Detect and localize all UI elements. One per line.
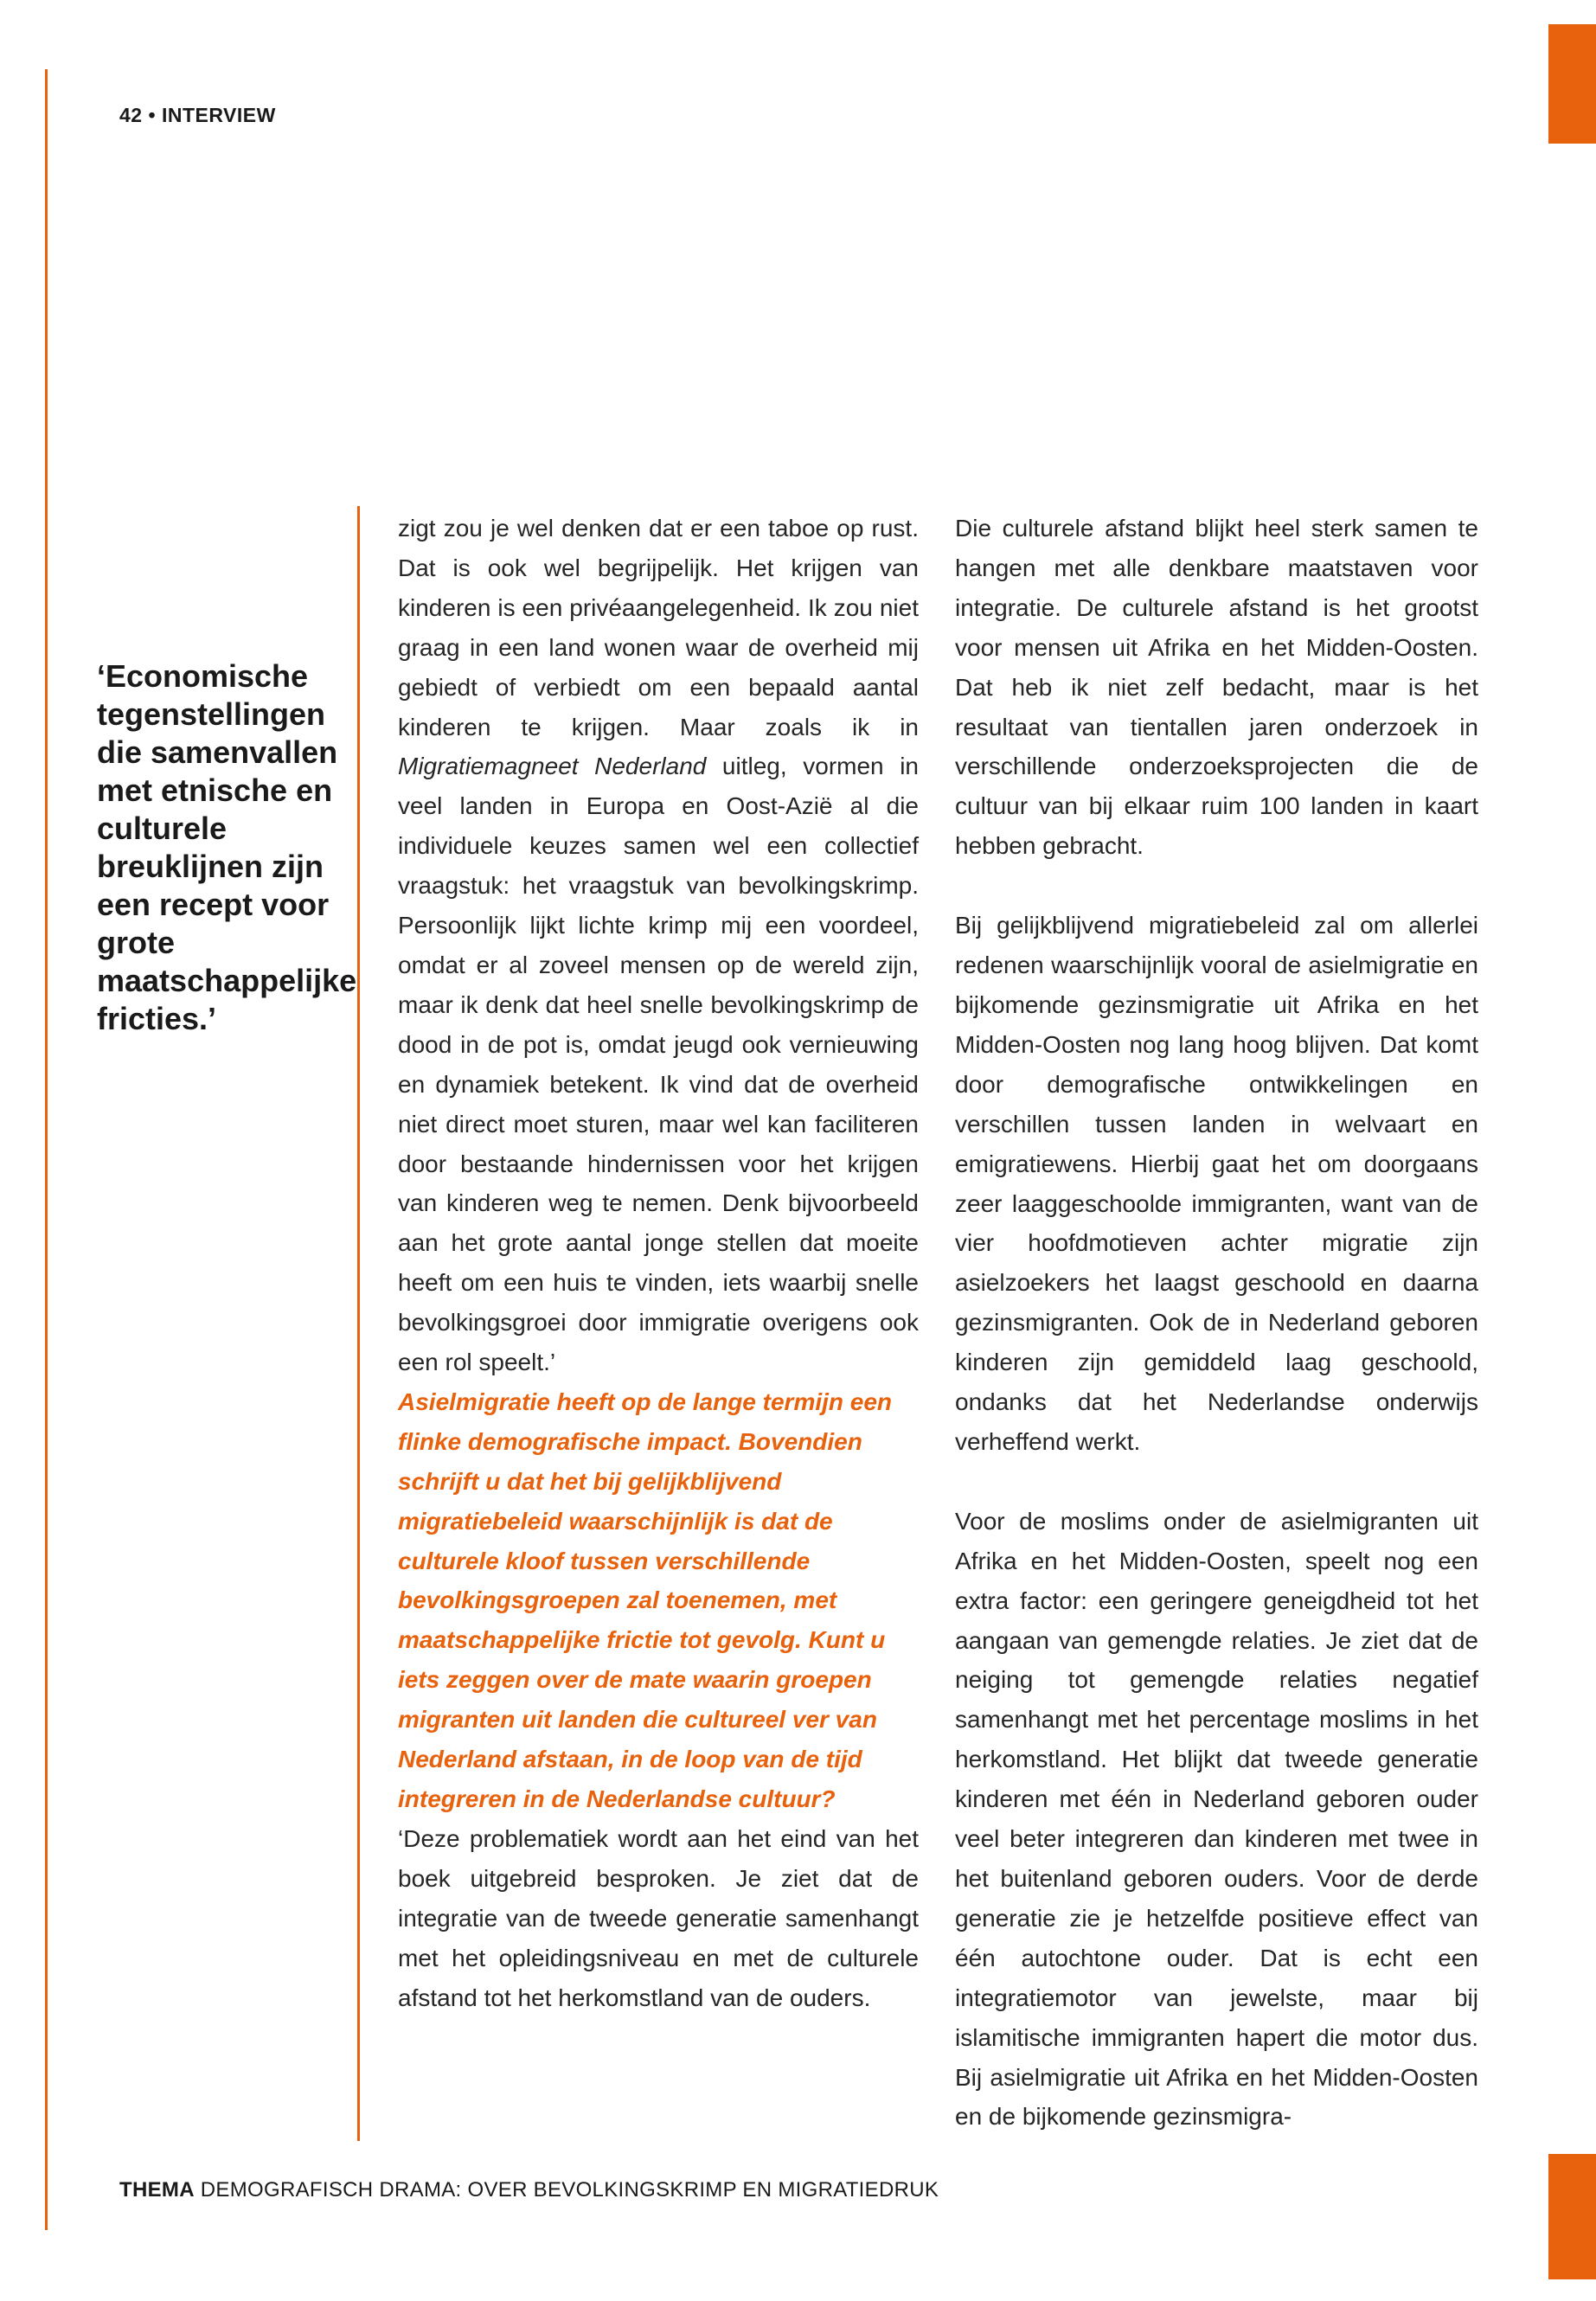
footer-theme-title: DEMOGRAFISCH DRAMA: OVER BEVOLKINGSKRIMP EN MIGRATIEDRUK xyxy=(200,2178,939,2202)
page-footer xyxy=(119,2178,939,2202)
page-header xyxy=(119,104,276,127)
paragraph: Die culturele afstand blijkt heel sterk samen te hangen met alle denkbare maatstaven voor integratie. De culturele afstand is het grootst voor mensen uit Afrika en het Midden-Oosten. Dat heb ik niet zelf bedacht, maar is het resultaat van tientallen jaren onderzoek in verschillende onderzoeksprojecten die de cultuur van bij elkaar ruim 100 landen in kaart hebben gebracht. xyxy=(955,515,1478,860)
paragraph: Bij gelijkblijvend migratiebeleid zal om allerlei redenen waarschijnlijk vooral de asielmigratie en bijkomende gezinsmigratie uit Afrika en het Midden-Oosten nog lang hoog blijven. Dat komt door demografische ontwikkelingen en verschillen tussen landen in welvaart en emigratiewens. Hierbij gaat het om doorgaans zeer laaggeschoolde immigranten, want van de vier hoofdmotieven achter migratie zijn asielzoekers het laagst geschoold en daarna gezinsmigranten. Ook de in Nederland geboren kinderen zijn gemiddeld laag geschoold, ondanks dat het Nederlandse onderwijs verheffend werkt. xyxy=(955,912,1478,1455)
footer-theme-label: THEMA xyxy=(119,2178,195,2202)
paragraph-text: uitleg, vormen in veel landen in Europa en Oost-Azië al die individuele keuzes samen wel een collectief vraagstuk: het vraagstuk van bevolkingskrimp. Persoonlijk lijkt lichte krimp mij een voordeel, omdat er al zoveel mensen op de wereld zijn, maar ik denk dat heel snelle bevolkingskrimp de dood in de pot is, omdat jeugd ook vernieuwing en dynamiek betekent. Ik vind dat de overheid niet direct moet sturen, maar wel kan faciliteren door bestaande hindernissen voor het krijgen van kinderen weg te nemen. Denk bijvoorbeeld aan het grote aantal jonge stellen dat moeite heeft om een huis te vinden, iets waarbij snelle bevolkingsgroei door immigratie overigens ook een rol speelt.’ xyxy=(398,753,919,1376)
section-label: INTERVIEW xyxy=(161,104,276,126)
article-column-right xyxy=(955,509,1478,2137)
interview-answer: ‘Deze problematiek wordt aan het eind van het boek uitgebreid besproken. Je ziet dat de integratie van de tweede generatie samenhangt met het opleidingsniveau en met de culturele afstand tot het herkomstland van de ouders. xyxy=(398,1824,919,2011)
book-title: Migratiemagneet Nederland xyxy=(398,753,707,780)
pull-quote: ‘Economische tegenstellingen die samenvallen met etnische en culturele breuklijnen zijn een recept voor grote maatschappelijke fricties.’ xyxy=(97,658,357,1036)
paragraph: Voor de moslims onder de asielmigranten uit Afrika en het Midden-Oosten, speelt nog een extra factor: een geringere geneigdheid tot het aangaan van gemengde relaties. Je ziet dat de neiging tot gemengde relaties negatief samenhangt met het percentage moslims in het herkomstland. Het blijkt dat tweede generatie kinderen met één in Nederland geboren ouder veel beter integreren dan kinderen met twee in het buitenland geboren ouders. Voor de derde generatie zie je hetzelfde positieve effect van één autochtone ouder. Dat is echt een integratiemotor van jewelste, maar bij islamitische immigranten hapert die motor dus. Bij asielmigratie uit Afrika en het Midden-Oosten en de bijkomende gezinsmigra- xyxy=(955,1507,1478,2131)
left-margin-rule xyxy=(45,69,48,2230)
interview-question: Asielmigratie heeft op de lange termijn een flinke demografische impact. Bovendien schrijft u dat het bij gelijkblijvend migratiebeleid waarschijnlijk is dat de culturele kloof tussen verschillende bevolkingsgroepen zal toenemen, met maatschappelijke frictie tot gevolg. Kunt u iets zeggen over de mate waarin groepen migranten uit landen die cultureel ver van Nederland afstaan, in de loop van de tijd integreren in de Nederlandse cultuur? xyxy=(398,1388,893,1812)
paragraph-text: zigt zou je wel denken dat er een taboe op rust. Dat is ook wel begrijpelijk. Het krijgen van kinderen is een privéaangelegenheid. Ik zou niet graag in een land wonen waar de overheid mij gebiedt of verbiedt om een bepaald aantal kinderen te krijgen. Maar zoals ik in xyxy=(398,515,919,740)
article-column-middle xyxy=(398,509,919,2017)
paragraph xyxy=(398,509,919,1382)
page-number: 42 xyxy=(119,104,143,126)
top-accent-bar xyxy=(1548,24,1596,144)
header-separator: • xyxy=(148,104,157,126)
pull-quote-divider xyxy=(357,506,360,2141)
bottom-accent-bar xyxy=(1548,2154,1596,2279)
